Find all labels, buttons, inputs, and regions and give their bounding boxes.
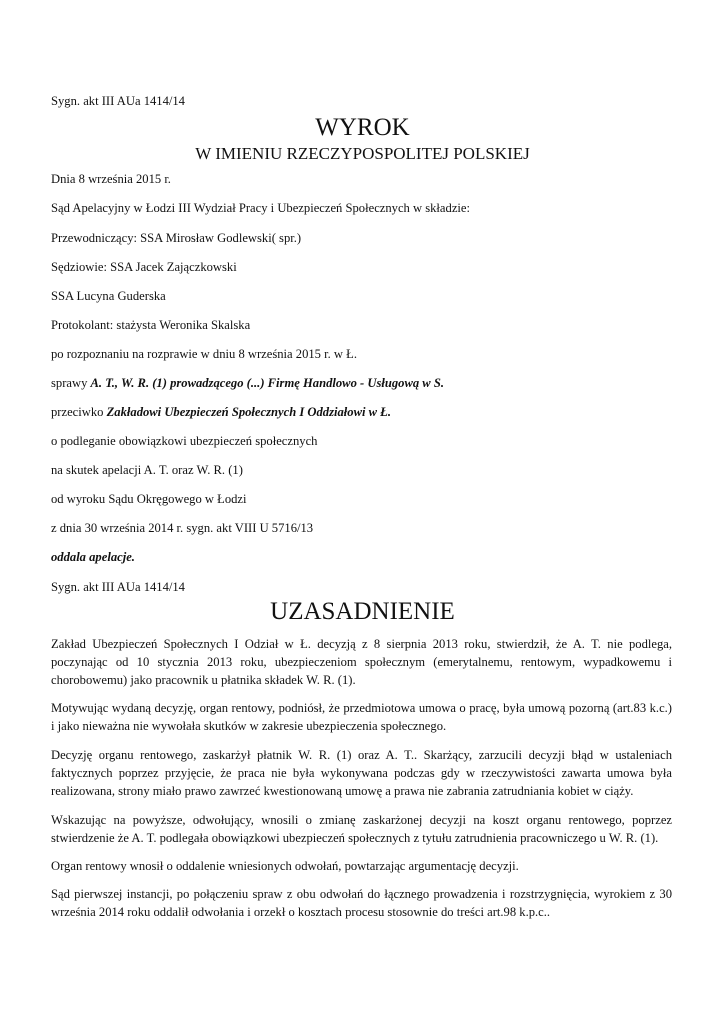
hearing-info: po rozpoznaniu na rozprawie w dniu 8 września 2015 r. w Ł. [51, 347, 358, 361]
lower-court-judgment: od wyroku Sądu Okręgowego w Łodzi [51, 492, 247, 506]
appeal-info: na skutek apelacji A. T. oraz W. R. (1) [51, 463, 243, 477]
ruling: oddala apelacje. [51, 550, 135, 564]
reasons-paragraph: Organ rentowy wnosił o oddalenie wniesionych odwołań, powtarzając argumentację decyzji. [51, 859, 519, 873]
reasons-title: UZASADNIENIE [270, 598, 455, 625]
against-line [51, 405, 391, 420]
reasons-paragraph: Decyzję organu rentowego, zaskarżył płatnik W. R. (1) oraz A. T.. Skarżący, zarzucili decyzji błąd w ustaleniach faktycznych poprzez przyjęcie, że praca nie była wykonywana podczas gdy w rzeczywistości zawarta umowa była realizowana, strony miało prawo zawrzeć kwestionowaną umowę a prawa nie zabrania zatrudniania kobiet w ciąży. [51, 748, 672, 798]
reasons-paragraph: Sąd pierwszej instancji, po połączeniu spraw z obu odwołań do łącznego prowadzenia i rozstrzygnięcia, wyrokiem z 30 września 2014 roku oddalił odwołania i orzekł o kosztach procesu stosownie do treści art.98 k.p.c.. [51, 887, 672, 919]
against-party: Zakładowi Ubezpieczeń Społecznych I Oddziałowi w Ł. [106, 405, 392, 419]
case-subject: o podleganie obowiązkowi ubezpieczeń społecznych [51, 434, 318, 448]
case-prefix: sprawy [51, 376, 91, 390]
case-signature-top: Sygn. akt III AUa 1414/14 [51, 94, 185, 108]
reasons-paragraph: Wskazując na powyższe, odwołujący, wnosili o zmianę zaskarżonej decyzji na koszt organu rentowego, poprzez stwierdzenie że A. T. podlegała obowiązkowi ubezpieczeń społecznych z tytułu zatrudnienia pracowniczego u W. R. (1). [51, 813, 672, 845]
presiding-judge: Przewodniczący: SSA Mirosław Godlewski( spr.) [51, 231, 302, 245]
reasons-paragraph: Zakład Ubezpieczeń Społecznych I Odział w Ł. decyzją z 8 sierpnia 2013 roku, stwierdził, że A. T. nie podlega, poczynając od 10 stycznia 2013 roku, ubezpieczeniom społecznym (emerytalnemu, rentowym, wypadkowemu i chorobowemu) jako pracownik u płatnika składek W. R. (1). [51, 637, 672, 687]
against-prefix: przeciwko [51, 405, 107, 419]
case-parties: A. T., W. R. (1) prowadzącego (...) Firmę Handlowo - Usługową w S. [90, 376, 445, 390]
judge-second: SSA Lucyna Guderska [51, 289, 166, 303]
court-composition: Sąd Apelacyjny w Łodzi III Wydział Pracy i Ubezpieczeń Społecznych w składzie: [51, 201, 470, 215]
court-clerk: Protokolant: stażysta Weronika Skalska [51, 318, 251, 332]
judgment-title: WYROK [315, 114, 410, 141]
judges: Sędziowie: SSA Jacek Zajączkowski [51, 260, 237, 274]
judgment-date: Dnia 8 września 2015 r. [51, 172, 171, 186]
judgment-subtitle: W IMIENIU RZECZYPOSPOLITEJ POLSKIEJ [195, 144, 530, 163]
case-signature-bottom: Sygn. akt III AUa 1414/14 [51, 580, 185, 594]
case-parties-line [51, 376, 444, 391]
reasons-paragraph: Motywując wydaną decyzję, organ rentowy, podniósł, że przedmiotowa umowa o pracę, była umową pozorną (art.83 k.c.) i jako nieważna nie wywołała skutków w zakresie ubezpieczenia społecznego. [51, 701, 672, 733]
lower-judgment-date: z dnia 30 września 2014 r. sygn. akt VIII U 5716/13 [51, 521, 314, 535]
